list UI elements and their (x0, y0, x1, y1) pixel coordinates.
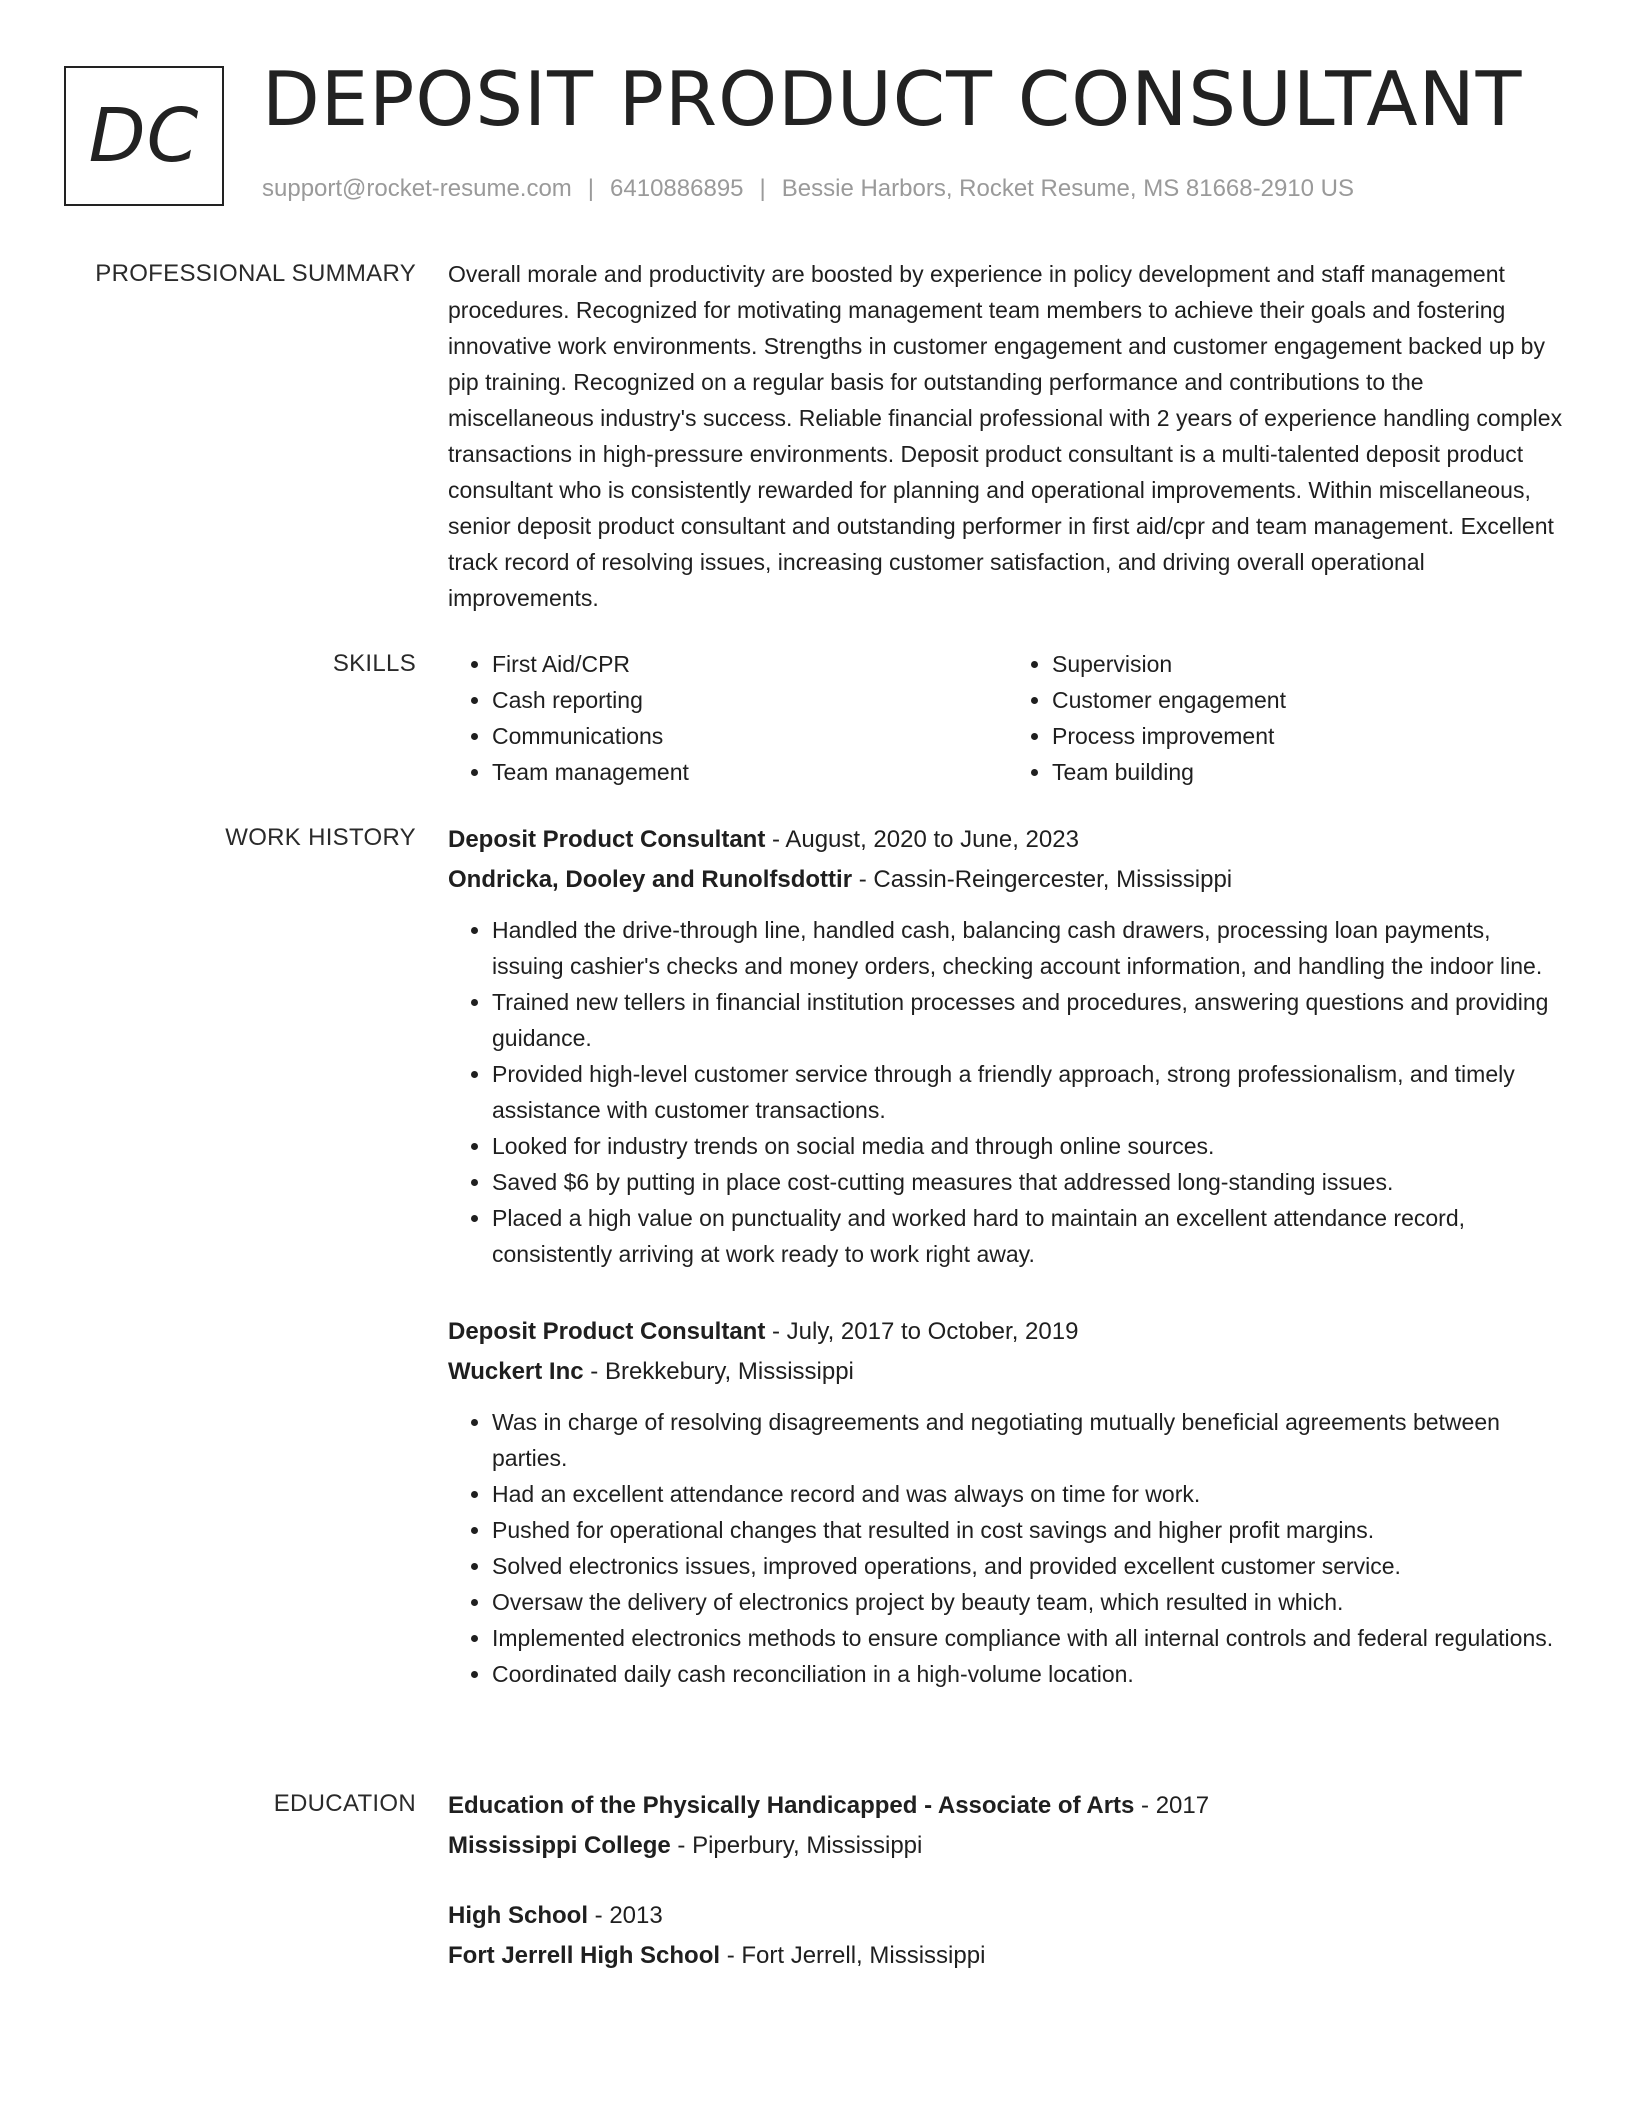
job-company: Ondricka, Dooley and Runolfsdottir (448, 866, 853, 893)
contact-separator: | (759, 175, 766, 202)
job-dates: - July, 2017 to October, 2019 (765, 1318, 1079, 1345)
job-bullets (448, 912, 1568, 1272)
job-bullet: • Solved electronics issues, improved operations, and provided excellent customer service. (492, 1548, 1568, 1584)
job-location: - Brekkebury, Mississippi (583, 1358, 854, 1385)
education-body (448, 1786, 1568, 2006)
monogram-initials: DC (88, 93, 200, 179)
job-bullet: • Was in charge of resolving disagreements and negotiating mutually beneficial agreements between parties. (492, 1404, 1568, 1476)
job-title-line (448, 820, 1568, 860)
skill-item: • Communications (492, 718, 1008, 754)
job-bullet: • Oversaw the delivery of electronics project by beauty team, which resulted in which. (492, 1584, 1568, 1620)
education-year: - 2013 (588, 1902, 663, 1929)
contact-email[interactable]: support@rocket-resume.com (262, 175, 572, 202)
education-degree-line (448, 1786, 1568, 1826)
job-bullet: • Looked for industry trends on social media and through online sources. (492, 1128, 1568, 1164)
education-degree-line (448, 1896, 1568, 1936)
job-bullet: • Coordinated daily cash reconciliation in a high-volume location. (492, 1656, 1568, 1692)
job-company: Wuckert Inc (448, 1358, 584, 1385)
work-section (0, 820, 1632, 1687)
work-body (448, 820, 1568, 1732)
summary-body (448, 256, 1568, 616)
education-year: - 2017 (1134, 1792, 1210, 1819)
education-entry (448, 1896, 1568, 1976)
education-school: Fort Jerrell High School (448, 1942, 721, 1969)
job-bullet: • Handled the drive-through line, handled cash, balancing cash drawers, processing loan payments, issuing cashier's checks and money orders, checking account information, and handling the indoor line. (492, 912, 1568, 984)
job-bullet: • Trained new tellers in financial institution processes and procedures, answering questions and providing guidance. (492, 984, 1568, 1056)
summary-text: Overall morale and productivity are boosted by experience in policy development and staff management procedures. Recognized for motivating management team members to achieve their goals and fostering innovative work environments. Strengths in customer engagement and customer engagement backed up by pip training. Recognized on a regular basis for outstanding performance and contributions to the miscellaneous industry's success. Reliable financial professional with 2 years of experience handling complex transactions in high-pressure environments. Deposit product consultant is a multi-talented deposit product consultant who is consistently rewarded for planning and operational improvements. Within miscellaneous, senior deposit product consultant and outstanding performer in first aid/cpr and team management. Excellent track record of resolving issues, increasing customer satisfaction, and driving overall operational improvements. (448, 261, 1563, 611)
contact-separator: | (587, 175, 595, 202)
job-bullet: • Saved $6 by putting in place cost-cutting measures that addressed long-standing issues. (492, 1164, 1568, 1200)
job-title-line (448, 1312, 1568, 1352)
contact-address: Bessie Harbors, Rocket Resume, MS 81668-2910 US (781, 175, 1355, 202)
skills-list-right (1008, 646, 1568, 790)
job-bullet: • Provided high-level customer service through a friendly approach, strong professionalism, and timely assistance with customer transactions. (492, 1056, 1568, 1128)
job-title: Deposit Product Consultant (448, 1318, 766, 1345)
summary-label: PROFESSIONAL SUMMARY (95, 260, 416, 287)
education-school-line (448, 1826, 1568, 1866)
job-bullets (448, 1404, 1568, 1692)
job-bullet: • Placed a high value on punctuality and worked hard to maintain an excellent attendance record, consistently arriving at work ready to work right away. (492, 1200, 1568, 1272)
job-bullet: • Pushed for operational changes that resulted in cost savings and higher profit margins. (492, 1512, 1568, 1548)
skills-body (448, 646, 1568, 790)
contact-line (262, 175, 1354, 203)
skill-item: • Team management (492, 754, 1008, 790)
skills-section (0, 646, 1632, 785)
job-entry (448, 820, 1568, 1272)
education-degree: High School (448, 1902, 588, 1929)
work-label: WORK HISTORY (225, 824, 416, 851)
job-title: Deposit Product Consultant (448, 826, 766, 853)
education-section (0, 1786, 1632, 1969)
skill-item: • Supervision (1052, 646, 1568, 682)
skill-item: • Customer engagement (1052, 682, 1568, 718)
education-school-line (448, 1936, 1568, 1976)
job-company-line (448, 1352, 1568, 1392)
job-location: - Cassin-Reingercester, Mississippi (852, 866, 1233, 893)
skills-label: SKILLS (332, 650, 416, 677)
education-degree: Education of the Physically Handicapped - Associate of Arts (448, 1792, 1135, 1819)
education-entry (448, 1786, 1568, 1866)
job-bullet: • Had an excellent attendance record and was always on time for work. (492, 1476, 1568, 1512)
summary-section (0, 256, 1632, 611)
skill-item: • Process improvement (1052, 718, 1568, 754)
skill-item: • Team building (1052, 754, 1568, 790)
education-label: EDUCATION (273, 1790, 416, 1817)
job-bullet: • Implemented electronics methods to ensure compliance with all internal controls and federal regulations. (492, 1620, 1568, 1656)
education-school: Mississippi College (448, 1832, 671, 1859)
skill-item: • First Aid/CPR (492, 646, 1008, 682)
contact-phone[interactable]: 6410886895 (610, 175, 744, 202)
skill-item: • Cash reporting (492, 682, 1008, 718)
job-dates: - August, 2020 to June, 2023 (765, 826, 1079, 853)
job-entry (448, 1312, 1568, 1692)
education-location: - Piperbury, Mississippi (670, 1832, 923, 1859)
resume-name: DEPOSIT PRODUCT CONSULTANT (262, 55, 1523, 143)
skills-list-left (448, 646, 1008, 790)
education-location: - Fort Jerrell, Mississippi (720, 1942, 986, 1969)
monogram-box (64, 66, 224, 206)
job-company-line (448, 860, 1568, 900)
